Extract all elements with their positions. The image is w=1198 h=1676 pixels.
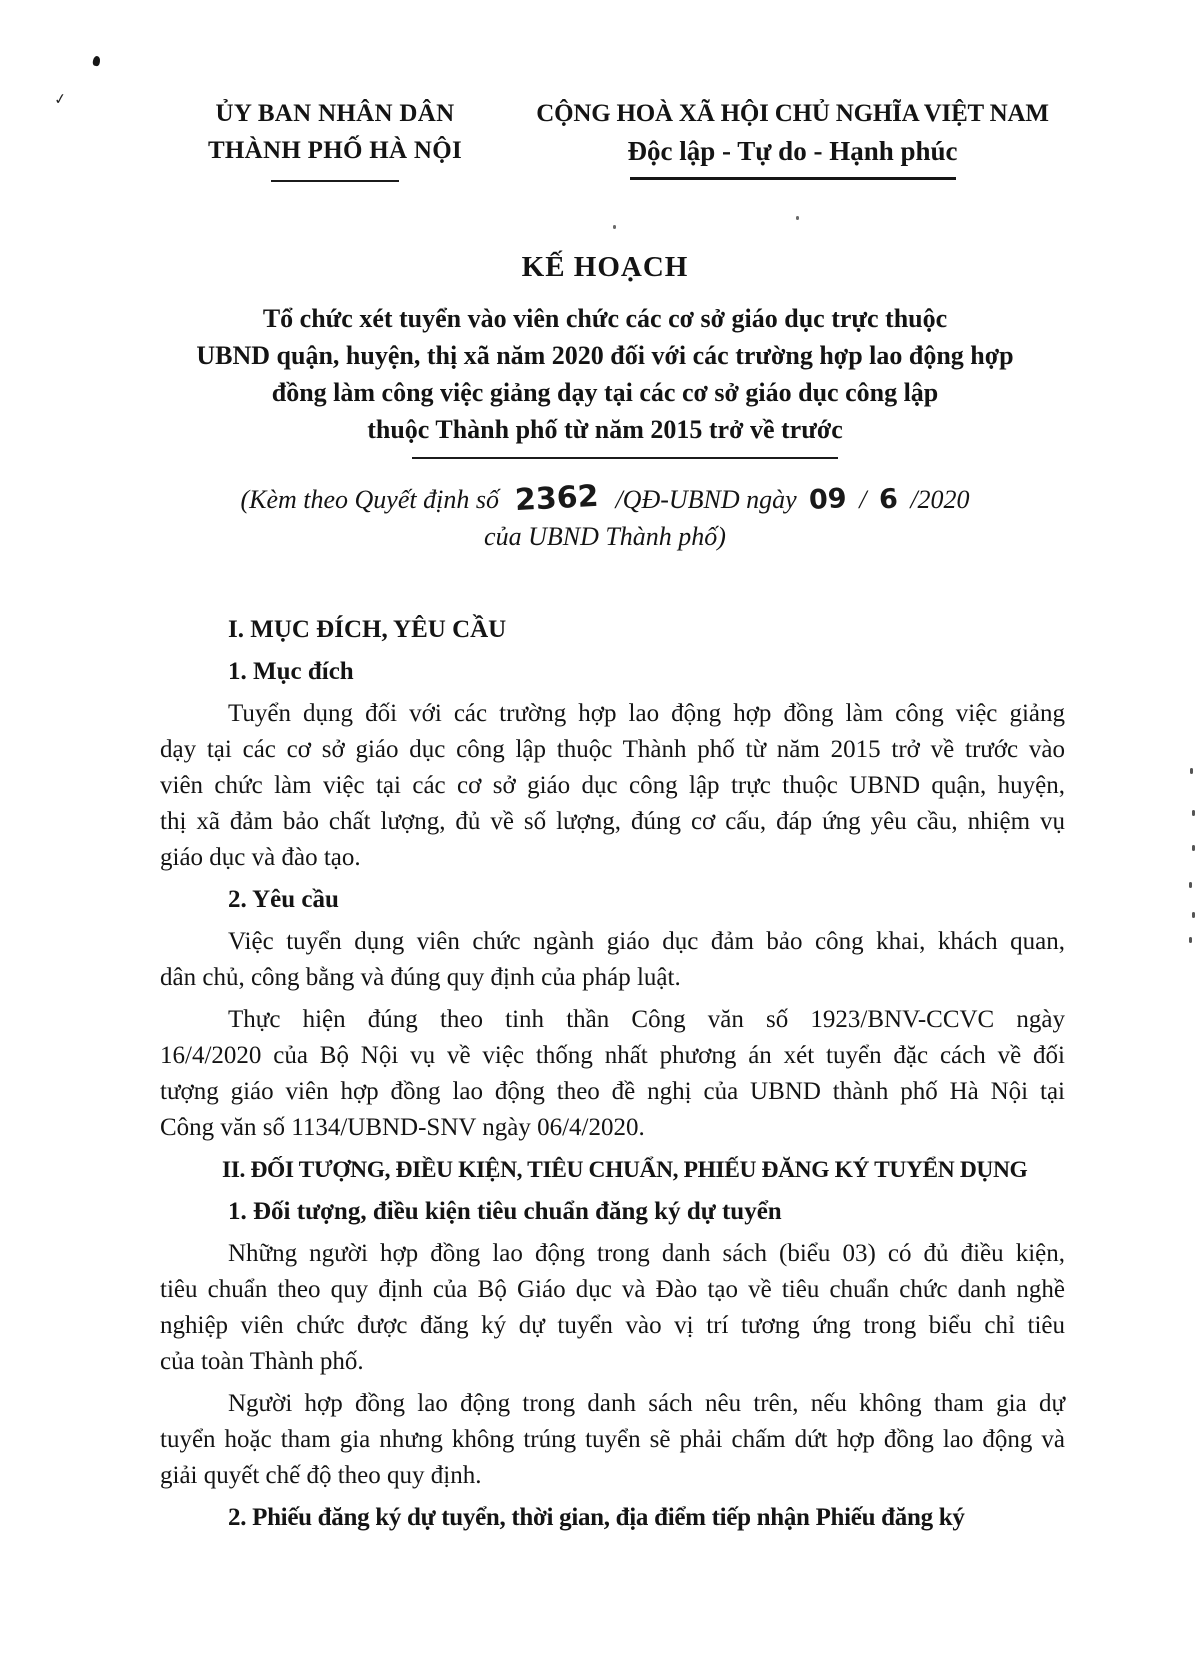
scan-artifact: ✓: [52, 89, 68, 109]
subsection-1-2-heading: 2. Yêu cầu: [228, 886, 339, 913]
paragraph-line: dạy tại các cơ sở giáo dục công lập thuộc Thành phố từ năm 2015 trở về trước vào: [160, 736, 1065, 763]
scan-artifact: [1192, 845, 1195, 851]
paragraph-line: Những người hợp đồng lao động trong danh sách (biểu 03) có đủ điều kiện,: [228, 1240, 1065, 1267]
paragraph-line: giáo dục và đào tạo.: [160, 844, 361, 871]
attachment-note: [150, 480, 1060, 555]
paragraph-line: dân chủ, công bằng và đúng quy định của pháp luật.: [160, 964, 681, 991]
paragraph-line: Người hợp đồng lao động trong danh sách nêu trên, nếu không tham gia dự: [228, 1390, 1065, 1417]
section-1-heading: I. MỤC ĐÍCH, YÊU CẦU: [228, 616, 507, 643]
section-2-heading: II. ĐỐI TƯỢNG, ĐIỀU KIỆN, TIÊU CHUẨN, PHIẾU ĐĂNG KÝ TUYỂN DỤNG: [222, 1157, 1028, 1183]
paragraph-line: của toàn Thành phố.: [160, 1348, 364, 1375]
scan-artifact: [796, 216, 799, 220]
national-title: CỘNG HOÀ XÃ HỘI CHỦ NGHĨA VIỆT NAM: [536, 100, 1049, 127]
document-title-block: [150, 250, 1060, 459]
scan-artifact: [1189, 937, 1192, 943]
paragraph-line: tượng giáo viên hợp đồng lao động theo đề nghị của UBND thành phố Hà Nội tại: [160, 1078, 1065, 1105]
paragraph-line: viên chức làm việc tại các cơ sở giáo dục công lập trực thuộc UBND quận, huyện,: [160, 772, 1065, 799]
scan-artifact: [613, 225, 616, 229]
paragraph-line: thị xã đảm bảo chất lượng, đủ về số lượng, đúng cơ cấu, đáp ứng yêu cầu, nhiệm vụ: [160, 808, 1065, 835]
handwritten-day: 09: [808, 483, 848, 516]
attachment-symbol: /QĐ-UBND ngày: [615, 485, 797, 514]
doc-subject-line: Tổ chức xét tuyển vào viên chức các cơ sở giáo dục trực thuộc: [262, 304, 948, 333]
handwritten-month: 6: [878, 483, 899, 516]
scan-artifact: [92, 55, 101, 66]
paragraph: [160, 924, 1065, 996]
issuing-authority-block: [185, 96, 485, 182]
motto-underline: [630, 177, 956, 180]
attachment-year: /2020: [910, 485, 970, 514]
paragraph: [160, 1386, 1065, 1494]
issuer-locality: THÀNH PHỐ HÀ NỘI: [207, 137, 463, 164]
attachment-separator: /: [859, 485, 867, 514]
paragraph: [160, 696, 1065, 876]
paragraph-line: Việc tuyển dụng viên chức ngành giáo dục đảm bảo công khai, khách quan,: [228, 928, 1065, 955]
paragraph-line: Công văn số 1134/UBND-SNV ngày 06/4/2020.: [160, 1114, 645, 1141]
doc-subject-line: đồng làm công việc giảng dạy tại các cơ sở giáo dục công lập: [271, 378, 939, 407]
paragraph-line: tuyển hoặc tham gia nhưng không trúng tuyển sẽ phải chấm dứt hợp đồng lao động và: [160, 1426, 1065, 1453]
paragraph-line: tiêu chuẩn theo quy định của Bộ Giáo dục và Đào tạo về tiêu chuẩn chức danh nghề: [160, 1276, 1065, 1303]
attachment-prefix: (Kèm theo Quyết định số: [240, 485, 499, 514]
doc-subject-line: UBND quận, huyện, thị xã năm 2020 đối với các trường hợp lao động hợp: [196, 341, 1014, 370]
scan-artifact: [1192, 810, 1195, 816]
paragraph-line: Tuyển dụng đối với các trường hợp lao động hợp đồng làm công việc giảng: [228, 700, 1065, 727]
paragraph: [160, 1002, 1065, 1146]
paragraph-line: 16/4/2020 của Bộ Nội vụ về việc thống nhất phương án xét tuyển đặc cách về đối: [160, 1042, 1065, 1069]
handwritten-decision-number: 2362: [514, 478, 600, 519]
paragraph-line: giải quyết chế độ theo quy định.: [160, 1462, 482, 1489]
doc-type-title: KẾ HOẠCH: [521, 251, 689, 283]
subsection-1-1-heading: 1. Mục đích: [228, 658, 354, 685]
scan-artifact: [1189, 882, 1192, 888]
subsection-2-2-heading: 2. Phiếu đăng ký dự tuyển, thời gian, địa điểm tiếp nhận Phiếu đăng ký: [228, 1504, 965, 1531]
subsection-2-1-heading: 1. Đối tượng, điều kiện tiêu chuẩn đăng ký dự tuyển: [228, 1198, 782, 1225]
national-motto: Độc lập - Tự do - Hạnh phúc: [627, 136, 958, 166]
attachment-line1: [150, 480, 1060, 518]
paragraph-line: Thực hiện đúng theo tinh thần Công văn số 1923/BNV-CCVC ngày: [228, 1006, 1065, 1033]
issuer-name: ỦY BAN NHÂN DÂN: [215, 100, 455, 127]
issuer-underline: [271, 180, 399, 182]
paragraph: [160, 1236, 1065, 1380]
national-header-block: [505, 96, 1080, 180]
scan-artifact: [1190, 768, 1193, 774]
scan-artifact: [1192, 912, 1195, 918]
doc-subject-line: thuộc Thành phố từ năm 2015 trở về trước: [367, 415, 843, 444]
title-underline: [412, 457, 838, 459]
doc-subject: [150, 300, 1060, 448]
paragraph-line: nghiệp viên chức được đăng ký dự tuyển vào vị trí tương ứng trong biểu chỉ tiêu: [160, 1312, 1065, 1339]
document-body: [160, 612, 1065, 1536]
attachment-line2: của UBND Thành phố): [484, 522, 726, 551]
